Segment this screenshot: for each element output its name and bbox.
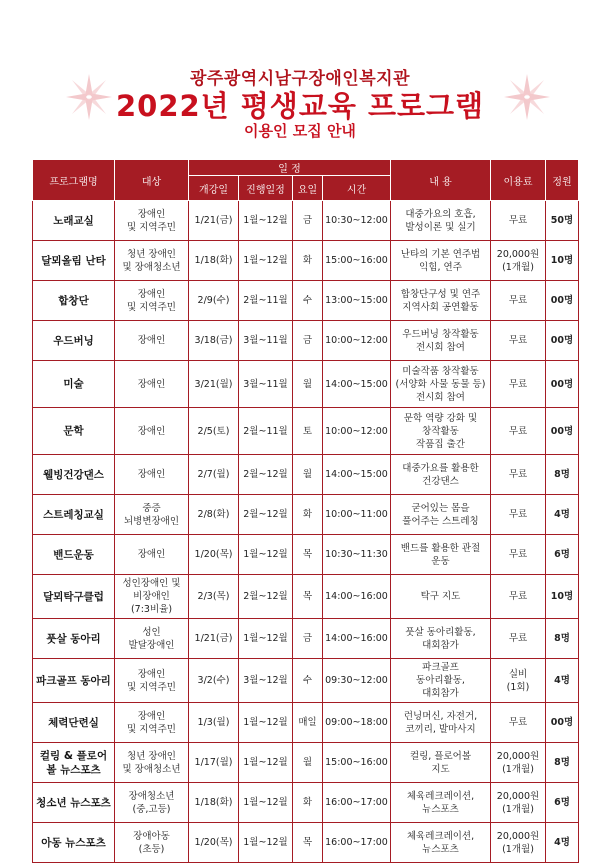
- content-cell-line: 체육레크레이션,: [406, 830, 475, 842]
- fee-cell: [491, 455, 546, 495]
- fee-cell-line: 20,000원: [496, 830, 540, 842]
- target-cell-line: 장애인: [137, 378, 166, 390]
- period-cell: 1월~12월: [239, 703, 293, 743]
- program-name: 달뫼탁구클럽: [33, 575, 115, 619]
- fee-cell: [491, 783, 546, 823]
- table-row: [33, 535, 579, 575]
- content-cell: [391, 241, 491, 281]
- content-cell-line: 건강댄스: [422, 475, 459, 487]
- content-cell-line: 미술작품 창작활동: [402, 365, 479, 377]
- content-cell-line: 뉴스포츠: [422, 803, 459, 815]
- day-cell: 월: [293, 743, 323, 783]
- target-cell-line: (7:3비율): [130, 604, 173, 615]
- target-cell-line: 장애인: [137, 710, 166, 722]
- start-date-cell: 1/20(목): [189, 823, 239, 863]
- target-cell-line: 장애아동: [133, 830, 170, 842]
- header-time: 시간: [323, 176, 391, 201]
- target-cell-line: 뇌병변장애인: [123, 515, 180, 527]
- fee-cell-line: 무료: [508, 469, 528, 480]
- header-period: 진행일정: [239, 176, 293, 201]
- program-table-body: [33, 201, 579, 863]
- content-cell-line: 익힘, 연주: [419, 261, 462, 273]
- program-name: 웰빙건강댄스: [33, 455, 115, 495]
- table-row: [33, 703, 579, 743]
- time-cell: 15:00~16:00: [323, 743, 391, 783]
- fee-cell-line: 무료: [508, 633, 528, 644]
- fee-cell: [491, 408, 546, 455]
- capacity-cell: 4명: [546, 495, 579, 535]
- fee-cell-line: (1회): [506, 681, 530, 693]
- content-cell: [391, 575, 491, 619]
- target-cell: [115, 743, 189, 783]
- period-cell: 2월~12월: [239, 455, 293, 495]
- time-cell: 09:00~18:00: [323, 703, 391, 743]
- start-date-cell: 3/18(금): [189, 321, 239, 361]
- content-cell: [391, 823, 491, 863]
- header-program: 프로그램명: [33, 160, 115, 201]
- period-cell: 3월~12월: [239, 659, 293, 703]
- day-cell: 수: [293, 659, 323, 703]
- content-cell-line: 동아리활동,: [416, 675, 465, 686]
- capacity-cell: 10명: [546, 241, 579, 281]
- header-target: 대상: [115, 160, 189, 201]
- target-cell-line: 장애인: [137, 469, 166, 480]
- target-cell-line: 및 지역주민: [127, 301, 176, 313]
- content-cell-line: 컬링, 플로어볼: [409, 750, 472, 762]
- content-cell: [391, 201, 491, 241]
- fee-cell-line: 무료: [508, 717, 528, 728]
- period-cell: 2월~11월: [239, 281, 293, 321]
- program-name: 스트레칭교실: [33, 495, 115, 535]
- page-header: [0, 0, 600, 160]
- program-name: 합창단: [33, 281, 115, 321]
- content-cell: [391, 535, 491, 575]
- fee-cell: [491, 361, 546, 408]
- period-cell: 1월~12월: [239, 619, 293, 659]
- time-cell: 16:00~17:00: [323, 823, 391, 863]
- fee-cell: [491, 201, 546, 241]
- program-name: 청소년 뉴스포츠: [33, 783, 115, 823]
- capacity-cell: 00명: [546, 281, 579, 321]
- content-cell-line: 난타의 기본 연주법: [400, 248, 481, 260]
- period-cell: 1월~12월: [239, 823, 293, 863]
- content-cell-line: 코끼리, 발마사지: [405, 723, 476, 735]
- start-date-cell: 2/7(월): [189, 455, 239, 495]
- content-cell-line: 탁구 지도: [420, 591, 461, 602]
- time-cell: 10:00~12:00: [323, 321, 391, 361]
- table-row: [33, 321, 579, 361]
- capacity-cell: 00명: [546, 361, 579, 408]
- program-name: 컬링 & 플로어볼 뉴스포츠: [33, 743, 115, 783]
- target-cell: [115, 659, 189, 703]
- content-cell-line: 체육레크레이션,: [406, 790, 475, 802]
- fee-cell-line: 20,000원: [496, 790, 540, 802]
- program-name: 아동 뉴스포츠: [33, 823, 115, 863]
- period-cell: 1월~12월: [239, 783, 293, 823]
- start-date-cell: 1/21(금): [189, 201, 239, 241]
- content-cell: [391, 495, 491, 535]
- content-cell-line: 발성이론 및 실기: [405, 221, 476, 233]
- target-cell-line: 중증: [142, 502, 161, 514]
- target-cell: [115, 361, 189, 408]
- fee-cell: [491, 495, 546, 535]
- fee-cell: [491, 619, 546, 659]
- content-cell-line: 전시회 참여: [416, 341, 465, 353]
- target-cell-line: 성인: [142, 626, 161, 638]
- start-date-cell: 2/5(토): [189, 408, 239, 455]
- target-cell-line: 장애청소년: [128, 790, 175, 802]
- target-cell-line: 장애인: [137, 668, 166, 680]
- target-cell-line: 성인장애인 및: [122, 578, 181, 589]
- period-cell: 1월~12월: [239, 743, 293, 783]
- header-start: 개강일: [189, 176, 239, 201]
- table-row: [33, 659, 579, 703]
- org-name: 광주광역시남구장애인복지관: [190, 69, 410, 89]
- target-cell-line: 및 지역주민: [127, 723, 176, 735]
- header-schedule: 일 정: [189, 160, 391, 176]
- fee-cell: [491, 659, 546, 703]
- day-cell: 화: [293, 241, 323, 281]
- table-row: [33, 743, 579, 783]
- day-cell: 토: [293, 408, 323, 455]
- content-cell-line: 문학 역량 강화 및: [403, 412, 478, 424]
- time-cell: 10:30~11:30: [323, 535, 391, 575]
- table-row: [33, 619, 579, 659]
- capacity-cell: 00명: [546, 321, 579, 361]
- start-date-cell: 1/3(월): [189, 703, 239, 743]
- target-cell: [115, 575, 189, 619]
- target-cell: [115, 281, 189, 321]
- content-cell-line: 창작활동: [422, 425, 459, 437]
- content-cell-line: (서양화 사물 동물 등): [395, 378, 486, 390]
- time-cell: 15:00~16:00: [323, 241, 391, 281]
- fee-cell-line: 무료: [508, 215, 528, 226]
- table-row: [33, 575, 579, 619]
- day-cell: 목: [293, 535, 323, 575]
- capacity-cell: 10명: [546, 575, 579, 619]
- capacity-cell: 4명: [546, 823, 579, 863]
- target-cell: [115, 619, 189, 659]
- target-cell-line: 청년 장애인: [127, 248, 176, 260]
- fee-cell: [491, 535, 546, 575]
- time-cell: 10:00~11:00: [323, 495, 391, 535]
- fee-cell: [491, 281, 546, 321]
- start-date-cell: 1/21(금): [189, 619, 239, 659]
- content-cell-line: 우드버닝 창작활동: [402, 328, 479, 340]
- fee-cell-line: (1개월): [502, 261, 534, 273]
- period-cell: 2월~12월: [239, 575, 293, 619]
- content-cell: [391, 743, 491, 783]
- target-cell-line: 발달장애인: [128, 639, 175, 651]
- header-content: 내 용: [391, 160, 491, 201]
- content-cell: [391, 455, 491, 495]
- page-title: 2022년 평생교육 프로그램: [115, 89, 485, 123]
- day-cell: 화: [293, 783, 323, 823]
- content-cell: [391, 619, 491, 659]
- content-cell-line: 대회참가: [422, 639, 459, 651]
- content-cell: [391, 281, 491, 321]
- content-cell-line: 작품집 출간: [416, 438, 465, 450]
- target-cell-line: 장애인: [137, 208, 166, 220]
- start-date-cell: 1/18(화): [189, 241, 239, 281]
- period-cell: 2월~11월: [239, 408, 293, 455]
- start-date-cell: 1/17(월): [189, 743, 239, 783]
- program-name: 체력단련실: [33, 703, 115, 743]
- capacity-cell: 6명: [546, 535, 579, 575]
- target-cell-line: 및 지역주민: [127, 681, 176, 693]
- target-cell-line: 비장애인: [133, 591, 170, 602]
- start-date-cell: 1/18(화): [189, 783, 239, 823]
- header-day: 요일: [293, 176, 323, 201]
- fee-cell: [491, 321, 546, 361]
- content-cell-line: 뉴스포츠: [422, 843, 459, 855]
- target-cell: [115, 201, 189, 241]
- time-cell: 14:00~15:00: [323, 455, 391, 495]
- time-cell: 14:00~16:00: [323, 619, 391, 659]
- capacity-cell: 4명: [546, 659, 579, 703]
- table-row: [33, 281, 579, 321]
- target-cell: [115, 408, 189, 455]
- table-row: [33, 361, 579, 408]
- content-cell-line: 런닝머신, 자전거,: [403, 710, 478, 722]
- table-row: [33, 241, 579, 281]
- target-cell-line: 장애인: [137, 288, 166, 300]
- fee-cell-line: 무료: [508, 549, 528, 560]
- start-date-cell: 2/9(수): [189, 281, 239, 321]
- content-cell-line: 대회참가: [422, 688, 459, 699]
- target-cell: [115, 783, 189, 823]
- day-cell: 매일: [293, 703, 323, 743]
- time-cell: 14:00~15:00: [323, 361, 391, 408]
- target-cell: [115, 241, 189, 281]
- time-cell: 16:00~17:00: [323, 783, 391, 823]
- day-cell: 금: [293, 321, 323, 361]
- fee-cell-line: 실비: [508, 668, 528, 680]
- target-cell: [115, 535, 189, 575]
- target-cell-line: 및 장애청소년: [122, 261, 181, 273]
- fee-cell-line: 무료: [508, 378, 528, 390]
- target-cell: [115, 823, 189, 863]
- program-name: 풋살 동아리: [33, 619, 115, 659]
- target-cell-line: (초등): [138, 843, 165, 855]
- content-cell-line: 파크골프: [422, 662, 459, 673]
- time-cell: 13:00~15:00: [323, 281, 391, 321]
- capacity-cell: 00명: [546, 408, 579, 455]
- fee-cell: [491, 823, 546, 863]
- start-date-cell: 3/21(월): [189, 361, 239, 408]
- fee-cell-line: 20,000원: [496, 248, 540, 260]
- table-row: [33, 408, 579, 455]
- day-cell: 화: [293, 495, 323, 535]
- target-cell-line: 청년 장애인: [127, 750, 176, 762]
- content-cell: [391, 321, 491, 361]
- day-cell: 목: [293, 575, 323, 619]
- fee-cell: [491, 241, 546, 281]
- content-cell-line: 밴드를 활용한 관절: [400, 542, 481, 554]
- start-date-cell: 2/3(목): [189, 575, 239, 619]
- period-cell: 1월~12월: [239, 241, 293, 281]
- table-row: [33, 783, 579, 823]
- period-cell: 3월~11월: [239, 321, 293, 361]
- content-cell-line: 풋살 동아리활동,: [405, 626, 476, 638]
- content-cell-line: 굳어있는 몸을: [411, 502, 470, 514]
- fee-cell: [491, 703, 546, 743]
- header-fee: 이용료: [491, 160, 546, 201]
- program-name: 노래교실: [33, 201, 115, 241]
- day-cell: 목: [293, 823, 323, 863]
- target-cell-line: 장애인: [137, 335, 166, 346]
- fee-cell: [491, 743, 546, 783]
- fee-cell-line: 20,000원: [496, 750, 540, 762]
- time-cell: 10:30~12:00: [323, 201, 391, 241]
- capacity-cell: 6명: [546, 783, 579, 823]
- period-cell: 3월~11월: [239, 361, 293, 408]
- program-name: 우드버닝: [33, 321, 115, 361]
- target-cell: [115, 321, 189, 361]
- content-cell-line: 대중가요를 활용한: [402, 462, 479, 474]
- target-cell: [115, 495, 189, 535]
- content-cell: [391, 659, 491, 703]
- fee-cell-line: 무료: [508, 295, 528, 306]
- content-cell-line: 대중가요의 호흡,: [405, 208, 476, 220]
- fee-cell-line: 무료: [508, 425, 528, 437]
- start-date-cell: 3/2(수): [189, 659, 239, 703]
- capacity-cell: 8명: [546, 743, 579, 783]
- day-cell: 수: [293, 281, 323, 321]
- start-date-cell: 2/8(화): [189, 495, 239, 535]
- period-cell: 1월~12월: [239, 535, 293, 575]
- fee-cell-line: 무료: [508, 591, 528, 602]
- time-cell: 09:30~12:00: [323, 659, 391, 703]
- content-cell-line: 지역사회 공연활동: [402, 301, 479, 313]
- table-row: [33, 455, 579, 495]
- content-cell: [391, 408, 491, 455]
- target-cell-line: 장애인: [137, 425, 166, 437]
- content-cell-line: 전시회 참여: [416, 391, 465, 403]
- fee-cell-line: (1개월): [502, 843, 534, 855]
- content-cell-line: 풀어주는 스트레칭: [402, 515, 479, 527]
- target-cell-line: 및 지역주민: [127, 221, 176, 233]
- capacity-cell: 8명: [546, 455, 579, 495]
- program-name: 달뫼올림 난타: [33, 241, 115, 281]
- fee-cell: [491, 575, 546, 619]
- content-cell: [391, 703, 491, 743]
- content-cell: [391, 783, 491, 823]
- fee-cell-line: 무료: [508, 335, 528, 346]
- period-cell: 2월~12월: [239, 495, 293, 535]
- table-row: [33, 495, 579, 535]
- program-name: 미술: [33, 361, 115, 408]
- table-row: [33, 201, 579, 241]
- page-subtitle: 이용인 모집 안내: [244, 122, 356, 140]
- target-cell-line: 및 장애청소년: [122, 763, 181, 775]
- day-cell: 월: [293, 361, 323, 408]
- fee-cell-line: 무료: [508, 509, 528, 520]
- capacity-cell: 8명: [546, 619, 579, 659]
- fee-cell-line: (1개월): [502, 763, 534, 775]
- header-capacity: 정원: [546, 160, 579, 201]
- fee-cell-line: (1개월): [502, 803, 534, 815]
- target-cell-line: (중,고등): [132, 803, 171, 815]
- capacity-cell: 50명: [546, 201, 579, 241]
- target-cell: [115, 455, 189, 495]
- program-name: 밴드운동: [33, 535, 115, 575]
- content-cell-line: 합창단구성 및 연주: [400, 288, 481, 300]
- target-cell: [115, 703, 189, 743]
- content-cell-line: 운동: [431, 555, 450, 567]
- program-name: 파크골프 동아리: [33, 659, 115, 703]
- time-cell: 10:00~12:00: [323, 408, 391, 455]
- program-name: 문학: [33, 408, 115, 455]
- capacity-cell: 00명: [546, 703, 579, 743]
- content-cell: [391, 361, 491, 408]
- start-date-cell: 1/20(목): [189, 535, 239, 575]
- day-cell: 월: [293, 455, 323, 495]
- day-cell: 금: [293, 619, 323, 659]
- program-table: [32, 159, 579, 863]
- time-cell: 14:00~16:00: [323, 575, 391, 619]
- period-cell: 1월~12월: [239, 201, 293, 241]
- table-row: [33, 823, 579, 863]
- target-cell-line: 장애인: [137, 549, 166, 560]
- day-cell: 금: [293, 201, 323, 241]
- content-cell-line: 지도: [431, 763, 450, 775]
